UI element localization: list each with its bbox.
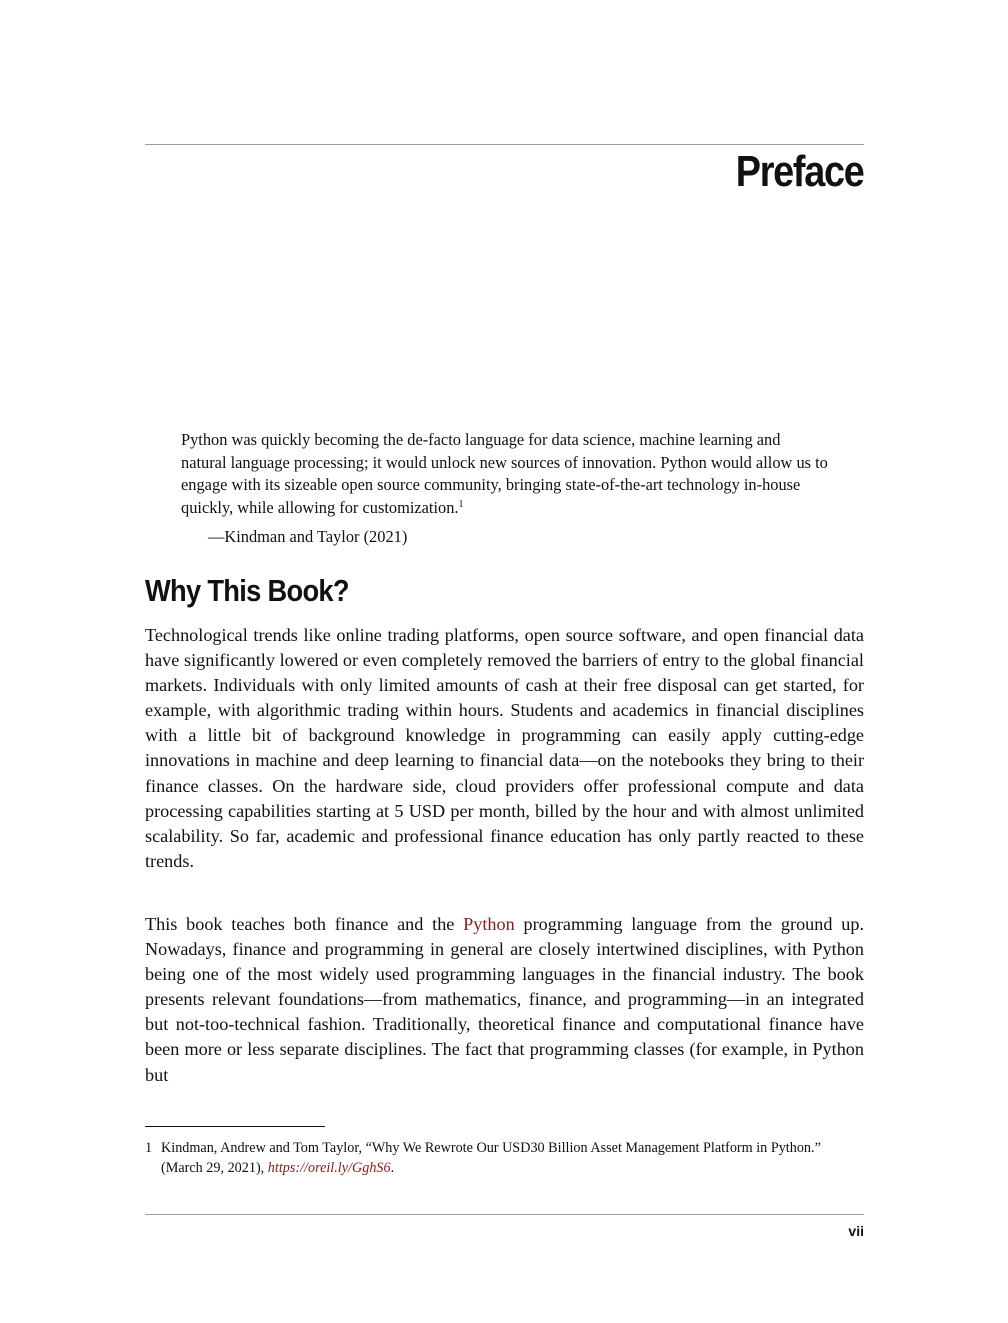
footnote — [145, 1138, 864, 1178]
header-rule — [145, 144, 864, 145]
footnote-link[interactable]: https://oreil.ly/GghS6 — [267, 1160, 391, 1176]
epigraph-text: Python was quickly becoming the de-facto language for data science, machine learning and natural language processing; it would unlock new sources of innovation. Python would allow us to engage with its sizeable open source community, bringing state-of-the-art technology in-house quickly, while allowing for customization. — [181, 430, 828, 517]
epigraph-attribution: —Kindman and Taylor (2021) — [208, 527, 408, 546]
python-link[interactable]: Python — [463, 914, 515, 934]
footnote-reference[interactable]: 1 — [458, 498, 464, 510]
body-paragraph-1: Technological trends like online trading platforms, open source software, and open financial data have significantly lowered or even completely removed the barriers of entry to the global financial markets. Individuals with only limited amounts of cash at their free disposal can get started, for example, with algorithmic trading within hours. Students and academics in financial disciplines with a little bit of background knowledge in programming can easily apply cutting-edge innovations in machine and deep learning to financial data—on the notebooks they bring to their finance classes. On the hardware side, cloud providers offer professional compute and data processing capabilities starting at 5 USD per month, billed by the hour and with almost unlimited scalability. So far, academic and professional finance education has only partly reacted to these trends. — [145, 625, 864, 871]
body-paragraph-2 — [145, 912, 864, 1088]
epigraph-quote — [181, 429, 829, 519]
footnote-rule — [145, 1126, 325, 1127]
page-number: vii — [848, 1223, 864, 1239]
footer-rule — [145, 1214, 864, 1215]
footnote-text: Kindman, Andrew and Tom Taylor, “Why We Rewrote Our USD30 Billion Asset Management Platform in Python.” (March 29, 2021), — [161, 1140, 821, 1176]
footnote-number: 1 — [145, 1140, 153, 1156]
section-heading: Why This Book? — [145, 573, 349, 608]
paragraph-text-before-link: This book teaches both finance and the — [145, 914, 464, 934]
chapter-title: Preface — [736, 147, 864, 196]
footnote-end: . — [390, 1160, 395, 1176]
paragraph-text-after-link: programming language from the ground up. Nowadays, finance and programming in general are closely intertwined disciplines, with Python being one of the most widely used programming languages in the financial industry. The book presents relevant foundations—from mathematics, finance, and programming—in an integrated but not-too-technical fashion. Traditionally, theoretical finance and computational finance have been more or less separate disciplines. The fact that programming classes (for example, in Python but — [145, 914, 864, 1085]
